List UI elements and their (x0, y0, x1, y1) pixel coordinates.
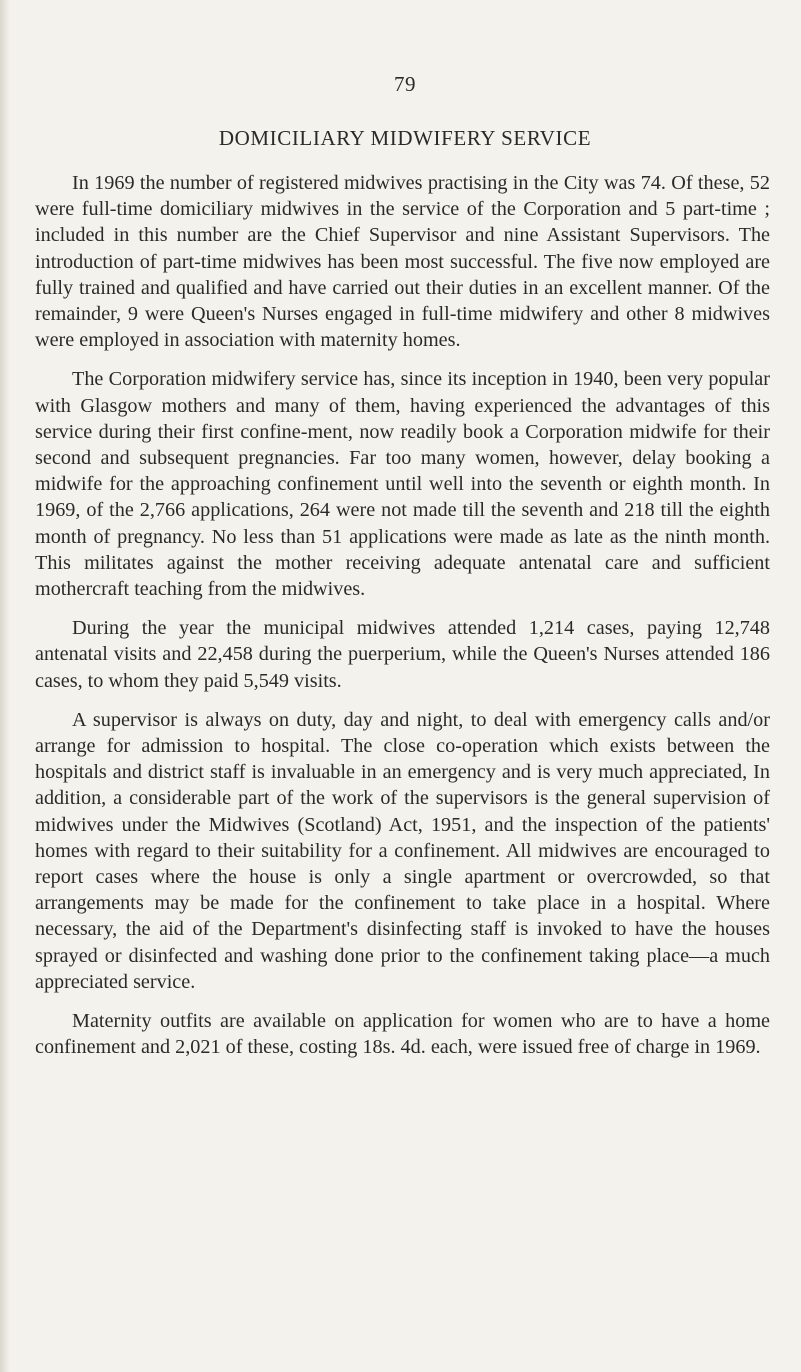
paragraph-midwife-numbers: In 1969 the number of registered midwives practising in the City was 74. Of these, 52 were full-time domiciliary midwives in the service of the Corporation and 5 part-time ; included in this number are the Chief Supervisor and nine Assistant Supervisors. The introduction of part-time midwives has been most successful. The five now employed are fully trained and qualified and have carried out their duties in an excellent manner. Of the remainder, 9 were Queen's Nurses engaged in full-time midwifery and other 8 midwives were employed in association with maternity homes. (35, 172, 770, 352)
body-text (35, 170, 770, 1074)
paragraph-maternity-outfits: Maternity outfits are available on application for women who are to have a home confinement and 2,021 of these, costing 18s. 4d. each, were issued free of charge in 1969. (35, 1010, 770, 1059)
paragraph-service-popularity: The Corporation midwifery service has, since its inception in 1940, been very popular with Glasgow mothers and many of them, having experienced the advantages of this service during their first confine-ment, now readily book a Corporation midwife for their second and subsequent pregnancies. Far too many women, however, delay booking a midwife for the approaching confinement until well into the seventh or eighth month. In 1969, of the 2,766 applications, 264 were not made till the seventh and 218 till the eighth month of pregnancy. No less than 51 applications were made as late as the ninth month. This militates against the mother receiving adequate antenatal care and sufficient mothercraft teaching from the midwives. (35, 368, 770, 601)
paragraph-cases-attended: During the year the municipal midwives attended 1,214 cases, paying 12,748 antenatal visits and 22,458 during the puerperium, while the Queen's Nurses attended 186 cases, to whom they paid 5,549 visits. (35, 617, 770, 692)
page-number: 79 (394, 72, 416, 96)
page-gutter-shadow (0, 0, 10, 1372)
paragraph-supervisor-duty: A supervisor is always on duty, day and night, to deal with emergency calls and/or arrange for admission to hospital. The close co-operation which exists between the hospitals and district staff is invaluable in an emergency and is very much appreciated, In addition, a considerable part of the work of the supervisors is the general supervision of midwives under the Midwives (Scotland) Act, 1951, and the inspection of the patients' homes with regard to their suitability for a confinement. All midwives are encouraged to report cases where the house is only a single apartment or overcrowded, so that arrangements may be made for the confinement to take place in a hospital. Where necessary, the aid of the Department's disinfecting staff is invoked to have the houses sprayed or disinfected and washing done prior to the confinement taking place—a much appreciated service. (35, 708, 770, 993)
page-title: DOMICILIARY MIDWIFERY SERVICE (218, 126, 592, 150)
